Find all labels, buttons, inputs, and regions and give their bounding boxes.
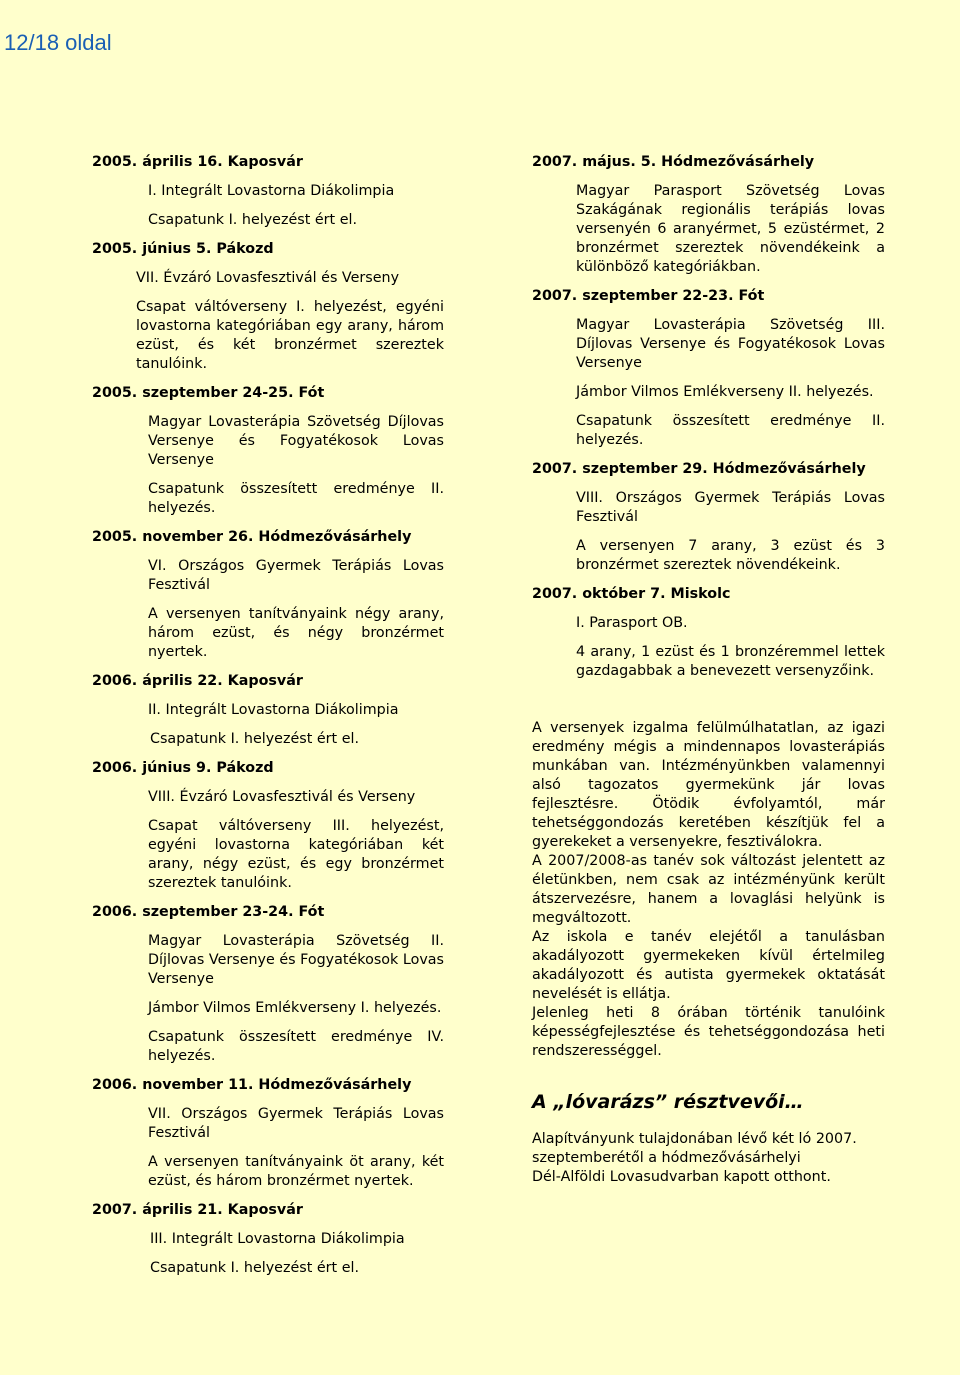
event-detail: VII. Országos Gyermek Terápiás Lovas Fesztivál <box>148 1106 444 1141</box>
event-detail: Jámbor Vilmos Emlékverseny I. helyezés. <box>148 1000 442 1016</box>
page-number: 12/18 oldal <box>4 30 112 55</box>
event-date: 2005. április 16. Kaposvár <box>92 154 303 170</box>
paragraph: A 2007/2008-as tanév sok változást jelentett az életünkben, nem csak az intézményünk került átszervezésre, hanem a lovaglási helyünk is megváltozott. <box>532 853 885 926</box>
event-date: 2006. június 9. Pákozd <box>92 760 274 776</box>
event-detail: III. Integrált Lovastorna Diákolimpia <box>150 1231 405 1247</box>
event-detail: VIII. Évzáró Lovasfesztivál és Verseny <box>148 789 416 805</box>
event-detail: Csapatunk összesített eredménye IV. helyezés. <box>148 1029 444 1064</box>
event-detail: Csapat váltóverseny III. helyezést, egyéni lovastorna kategóriában két arany, négy ezüst, és egy bronzérmet szereztek tanulóink. <box>148 818 444 891</box>
event-detail: I. Integrált Lovastorna Diákolimpia <box>148 183 395 199</box>
body-text <box>532 719 885 1061</box>
event-detail: Csapatunk I. helyezést ért el. <box>148 212 358 228</box>
paragraph: A versenyek izgalma felülmúlhatatlan, az igazi eredmény mégis a mindennapos lovasterápiás munkában van. Intézményünkben valamennyi alsó tagozatos gyermekünk jár lovas fejlesztésre. Ötödik évfolyamtól, már tehetséggondozás keretében készítjük fel a gyerekeket a versenyekre, fesztiválokra. <box>532 720 885 850</box>
event-date: 2005. június 5. Pákozd <box>92 241 274 257</box>
event-date: 2007. október 7. Miskolc <box>532 586 731 602</box>
event-detail: Csapat váltóverseny I. helyezést, egyéni lovastorna kategóriában egy arany, három ezüst, és két bronzérmet szereztek tanulóink. <box>136 299 444 372</box>
event-detail: A versenyen tanítványaink öt arany, két ezüst, és három bronzérmet nyertek. <box>148 1154 444 1189</box>
event-detail: Magyar Lovasterápia Szövetség II. Díjlovas Versenye és Fogyatékosok Lovas Versenye <box>148 933 444 987</box>
event-detail: VII. Évzáró Lovasfesztivál és Verseny <box>136 270 400 286</box>
paragraph: Az iskola e tanév elejétől a tanulásban akadályozott gyermekeken kívül értelmileg akadályozott és autista gyermekek oktatását nevelését is ellátja. <box>532 929 885 1002</box>
event-detail: I. Parasport OB. <box>576 615 688 631</box>
footer-text <box>532 1130 885 1187</box>
event-detail: Csapatunk I. helyezést ért el. <box>150 731 360 747</box>
right-column <box>532 153 885 1187</box>
event-detail: 4 arany, 1 ezüst és 1 bronzéremmel lettek gazdagabbak a benevezett versenyzőink. <box>576 644 885 679</box>
event-detail: Jámbor Vilmos Emlékverseny II. helyezés. <box>576 384 874 400</box>
left-column <box>92 153 444 1288</box>
event-date: 2007. szeptember 29. Hódmezővásárhely <box>532 461 866 477</box>
event-date: 2007. szeptember 22-23. Fót <box>532 288 765 304</box>
event-detail: VI. Országos Gyermek Terápiás Lovas Fesztivál <box>148 558 444 593</box>
paragraph: Jelenleg heti 8 órában történik tanulóink képességfejlesztése és tehetséggondozása heti rendszerességgel. <box>532 1005 885 1059</box>
footer-line: Alapítványunk tulajdonában lévő két ló 2007. <box>532 1131 857 1147</box>
event-detail: Magyar Lovasterápia Szövetség Díjlovas Versenye és Fogyatékosok Lovas Versenye <box>148 414 444 468</box>
event-detail: Csapatunk összesített eredménye II. helyezés. <box>576 413 885 448</box>
event-date: 2006. november 11. Hódmezővásárhely <box>92 1077 412 1093</box>
event-date: 2007. május. 5. Hódmezővásárhely <box>532 154 815 170</box>
event-date: 2006. szeptember 23-24. Fót <box>92 904 325 920</box>
event-detail: A versenyen tanítványaink négy arany, három ezüst, és négy bronzérmet nyertek. <box>148 606 444 660</box>
section-heading: A „lóvarázs” résztvevői… <box>532 1091 804 1113</box>
event-detail: Magyar Parasport Szövetség Lovas Szakágának regionális terápiás lovas versenyén 6 aranyérmet, 5 ezüstérmet, 2 bronzérmet szereztek növendékeink a különböző kategóriákban. <box>576 183 885 275</box>
event-date: 2007. április 21. Kaposvár <box>92 1202 303 1218</box>
event-date: 2005. november 26. Hódmezővásárhely <box>92 529 412 545</box>
footer-line: szeptemberétől a hódmezővásárhelyi <box>532 1150 801 1166</box>
event-detail: Csapatunk összesített eredménye II. helyezés. <box>148 481 444 516</box>
footer-line: Dél-Alföldi Lovasudvarban kapott otthont. <box>532 1169 831 1185</box>
event-detail: Magyar Lovasterápia Szövetség III. Díjlovas Versenye és Fogyatékosok Lovas Versenye <box>576 317 885 371</box>
event-detail: Csapatunk I. helyezést ért el. <box>150 1260 360 1276</box>
event-detail: A versenyen 7 arany, 3 ezüst és 3 bronzérmet szereztek növendékeink. <box>576 538 885 573</box>
event-date: 2006. április 22. Kaposvár <box>92 673 303 689</box>
event-date: 2005. szeptember 24-25. Fót <box>92 385 325 401</box>
event-detail: II. Integrált Lovastorna Diákolimpia <box>148 702 399 718</box>
event-detail: VIII. Országos Gyermek Terápiás Lovas Fesztivál <box>576 490 885 525</box>
